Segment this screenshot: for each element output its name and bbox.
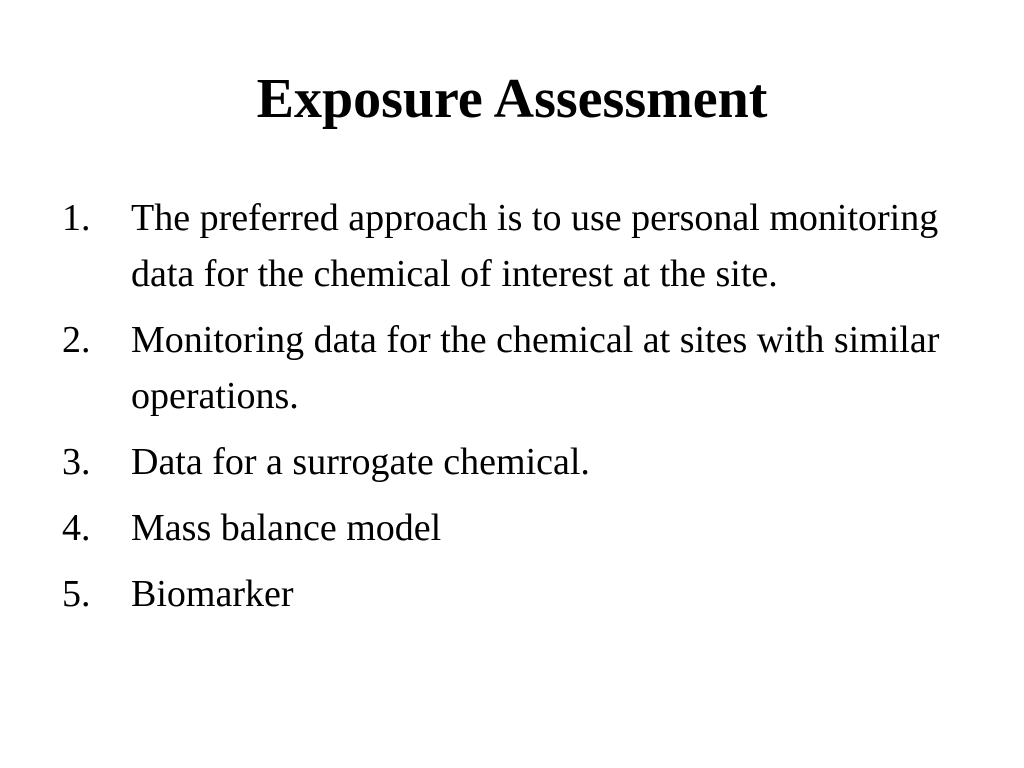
list-item-text: Monitoring data for the chemical at sites with similar operations. — [131, 319, 940, 417]
list-item-number: 2. — [62, 319, 91, 361]
list-item-number: 3. — [62, 441, 91, 483]
list-item-number: 4. — [62, 507, 91, 549]
list-item — [62, 312, 982, 424]
list-item-text: Data for a surrogate chemical. — [131, 441, 590, 483]
slide-title: Exposure Assessment — [256, 68, 768, 130]
list-item — [62, 500, 982, 556]
list-item — [62, 190, 982, 302]
numbered-list — [62, 190, 982, 632]
list-item — [62, 566, 982, 622]
list-item-text: The preferred approach is to use personal monitoring data for the chemical of interest at the site. — [131, 197, 939, 295]
list-item-number: 5. — [62, 573, 91, 615]
list-item-text: Biomarker — [131, 573, 294, 615]
list-item-text: Mass balance model — [131, 507, 442, 549]
list-item — [62, 434, 982, 490]
list-item-number: 1. — [62, 197, 91, 239]
